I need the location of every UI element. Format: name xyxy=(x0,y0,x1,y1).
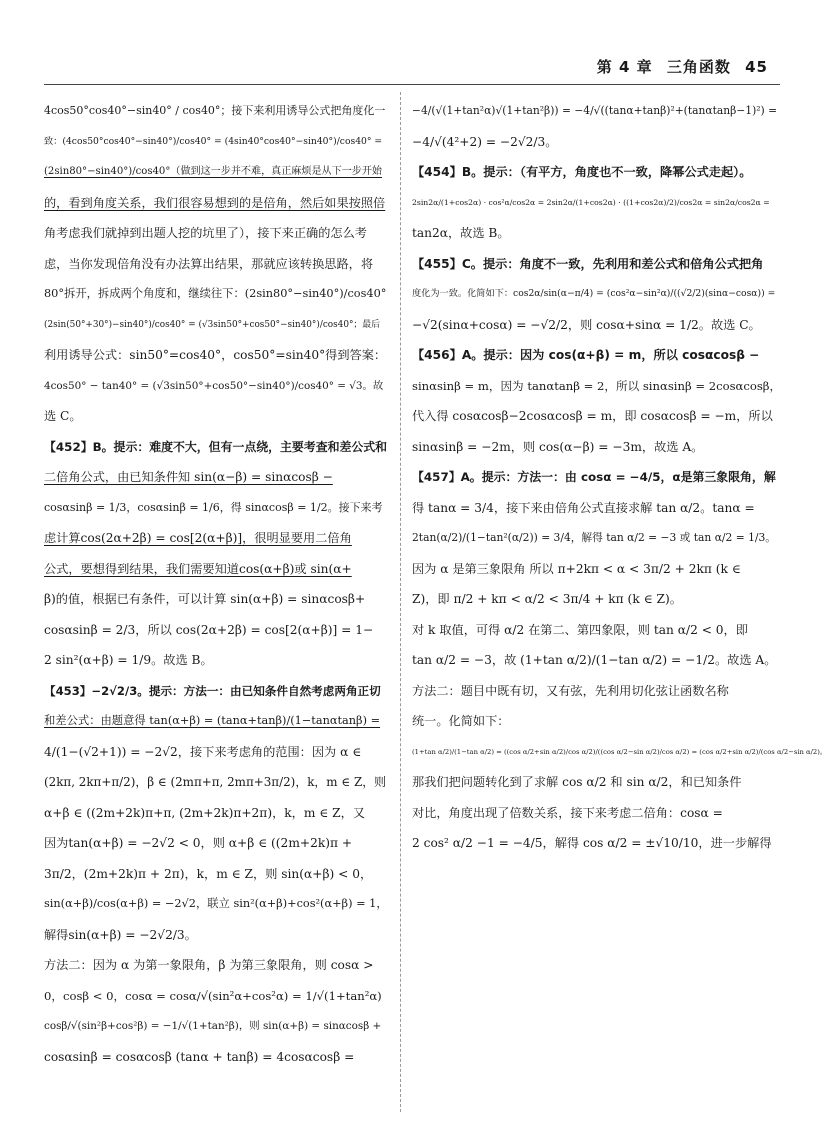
text-line: 致：(4cos50°cos40°−sin40°)/cos40° = (4sin40°cos40°−sin40°)/cos40° = xyxy=(44,135,383,147)
answer-454-line: 【454】B。提示：（有平方，角度也不一致，降幂公式走起）。 xyxy=(412,165,752,179)
text-line: 方法二：因为 α 为第一象限角，β 为第三象限角，则 cosα > xyxy=(44,958,374,972)
text-line: (1+tan α/2)/(1−tan α/2) = ((cos α/2+sin α/2)/cos α/2)/((cos α/2−sin α/2)/cos α/2) = (cos α/2+sin α/2)/(cos α/2−sin α/2)。 xyxy=(412,747,827,756)
text-line: 选 C。 xyxy=(44,409,82,423)
text-line: −√2(sinα+cosα) = −√2/2，则 cosα+sinα = 1/2。故选 C。 xyxy=(412,317,761,332)
text-line: Z)，即 π/2 + kπ < α/2 < 3π/4 + kπ (k ∈ Z)。 xyxy=(412,592,682,606)
chapter-label: 第 4 章 xyxy=(596,58,653,76)
text-line: 4/(1−(√2+1)) = −2√2，接下来考虑角的范围：因为 α ∈ xyxy=(44,744,362,759)
text-line: 解得sin(α+β) = −2√2/3。 xyxy=(44,927,197,942)
text-line: (2kπ, 2kπ+π/2)，β ∈ (2mπ+π, 2mπ+3π/2)，k，m ∈ Z，则 xyxy=(44,775,386,789)
text-line: 3π/2，(2m+2k)π + 2π)，k，m ∈ Z，则 sin(α+β) < 0， xyxy=(44,866,373,881)
text-line: (2sin80°−sin40°)/cos40°（做到这一步并不难，真正麻烦是从下一步开始 xyxy=(44,166,383,177)
answer-457-line: 【457】A。提示：方法一：由 cosα = −4/5，α是第三象限角，解 xyxy=(412,470,776,484)
answer-452-line: 【452】B。提示：难度不大，但有一点绕，主要考查和差公式和 xyxy=(44,439,388,454)
text-line: cosαsinβ = cosαcosβ (tanα + tanβ) = 4cosαcosβ = xyxy=(44,1049,355,1064)
text-line: 公式，要想得到结果，我们需要知道cos(α+β)或 sin(α+ xyxy=(44,561,352,576)
text-line: 4cos50°cos40°−sin40° / cos40°；接下来利用诱导公式把角度化一 xyxy=(44,104,386,117)
right-column xyxy=(412,96,827,859)
left-column xyxy=(44,96,388,1072)
page-number: 45 xyxy=(745,58,768,76)
text-line: 二倍角公式，由已知条件知 sin(α−β) = sinαcosβ − xyxy=(44,470,333,484)
text-line: 因为 α 是第三象限角 所以 π+2kπ < α < 3π/2 + 2kπ (k ∈ xyxy=(412,561,741,576)
text-line: 那我们把问题转化到了求解 cos α/2 和 sin α/2，和已知条件 xyxy=(412,775,742,789)
text-line: 方法二：题目中既有切，又有弦，先利用切化弦让函数名称 xyxy=(412,683,729,698)
text-line: 角考虑我们就掉到出题人挖的坑里了），接下来正确的怎么考 xyxy=(44,226,367,240)
text-line: (2sin(50°+30°)−sin40°)/cos40° = (√3sin50°+cos50°−sin40°)/cos40°；最后 xyxy=(44,319,381,330)
column-divider xyxy=(400,92,402,1112)
text-line: 2 cos² α/2 −1 = −4/5，解得 cos α/2 = ±√10/10，进一步解得 xyxy=(412,836,772,850)
text-line: 的，看到角度关系，我们很容易想到的是倍角，然后如果按照倍 xyxy=(44,195,386,210)
chapter-title: 三角函数 xyxy=(666,58,731,76)
text-line: 和差公式：由题意得 tan(α+β) = (tanα+tanβ)/(1−tanαtanβ) = xyxy=(44,714,381,727)
text-line: β)的值，根据已有条件，可以计算 sin(α+β) = sinαcosβ+ xyxy=(44,592,366,606)
text-line: 2sin2α/(1+cos2α) · cos²α/cos2α = 2sin2α/(1+cos2α) · ((1+cos2α)/2)/cos2α = sin2α/cos2α = xyxy=(412,197,770,207)
text-line: sin(α+β)/cos(α+β) = −2√2，联立 sin²(α+β)+cos²(α+β) = 1， xyxy=(44,897,388,910)
text-line: −4/√(4²+2) = −2√2/3。 xyxy=(412,134,558,149)
text-line: 代入得 cosαcosβ−2cosαcosβ = m，即 cosαcosβ = −m，所以 xyxy=(412,409,773,423)
text-line: 度化为一致。化简如下：cos2α/sin(α−π/4) = (cos²α−sin²α)/((√2/2)(sinα−cosα)) = xyxy=(412,288,776,299)
text-line: cosβ/√(sin²β+cos²β) = −1/√(1+tan²β)，则 sin(α+β) = sinαcosβ + xyxy=(44,1020,382,1032)
text-line: 因为tan(α+β) = −2√2 < 0，则 α+β ∈ ((2m+2k)π + xyxy=(44,836,353,850)
text-line: 虑，当你发现倍角没有办法算出结果，那就应该转换思路，将 xyxy=(44,256,374,271)
answer-455-line: 【455】C。提示：角度不一致，先利用和差公式和倍角公式把角 xyxy=(412,256,764,271)
text-line: 2tan(α/2)/(1−tan²(α/2)) = 3/4，解得 tan α/2 = −3 或 tan α/2 = 1/3。 xyxy=(412,531,776,544)
text-line: tan2α，故选 B。 xyxy=(412,226,510,240)
text-line: tan α/2 = −3，故 (1+tan α/2)/(1−tan α/2) = −1/2。故选 A。 xyxy=(412,653,777,667)
text-line: 对比，角度出现了倍数关系，接下来考虑二倍角：cosα = xyxy=(412,805,723,820)
text-line: α+β ∈ ((2m+2k)π+π, (2m+2k)π+2π)，k，m ∈ Z，又 xyxy=(44,805,366,820)
text-line: 80°拆开，拆成两个角度和，继续往下：(2sin80°−sin40°)/cos40° xyxy=(44,287,387,300)
text-line: cosαsinβ = 1/3，cosαsinβ = 1/6，得 sinαcosβ = 1/2。接下来考 xyxy=(44,500,383,514)
page-header xyxy=(589,56,768,77)
answer-456-line: 【456】A。提示：因为 cos(α+β) = m，所以 cosαcosβ − xyxy=(412,348,760,362)
answer-453-line: 【453】−2√2/3。提示：方法一：由已知条件自然考虑两角正切 xyxy=(44,683,381,698)
text-line: sinαsinβ = −2m，则 cos(α−β) = −3m，故选 A。 xyxy=(412,439,704,454)
text-line: 得 tanα = 3/4，接下来由倍角公式直接求解 tan α/2。tanα = xyxy=(412,500,755,515)
header-rule xyxy=(44,84,780,85)
text-line: 4cos50° − tan40° = (√3sin50°+cos50°−sin40°)/cos40° = √3。故 xyxy=(44,379,384,392)
text-line: −4/(√(1+tan²α)√(1+tan²β)) = −4/√((tanα+tanβ)²+(tanαtanβ−1)²) = xyxy=(412,104,778,117)
text-line: 2 sin²(α+β) = 1/9。故选 B。 xyxy=(44,653,213,667)
text-line: cosαsinβ = 2/3，所以 cos(2α+2β) = cos[2(α+β)] = 1− xyxy=(44,622,374,637)
text-line: 利用诱导公式：sin50°=cos40°，cos50°=sin40°得到答案： xyxy=(44,348,387,362)
text-line: 统一。化简如下： xyxy=(412,714,510,728)
text-line: 对 k 取值，可得 α/2 在第二、第四象限，则 tan α/2 < 0，即 xyxy=(412,622,748,637)
text-line: 虑计算cos(2α+2β) = cos[2(α+β)]，很明显要用二倍角 xyxy=(44,531,352,545)
text-line: sinαsinβ = m，因为 tanαtanβ = 2，所以 sinαsinβ = 2cosαcosβ， xyxy=(412,378,782,393)
text-line: 0，cosβ < 0，cosα = cosα/√(sin²α+cos²α) = 1/√(1+tan²α) xyxy=(44,988,382,1003)
